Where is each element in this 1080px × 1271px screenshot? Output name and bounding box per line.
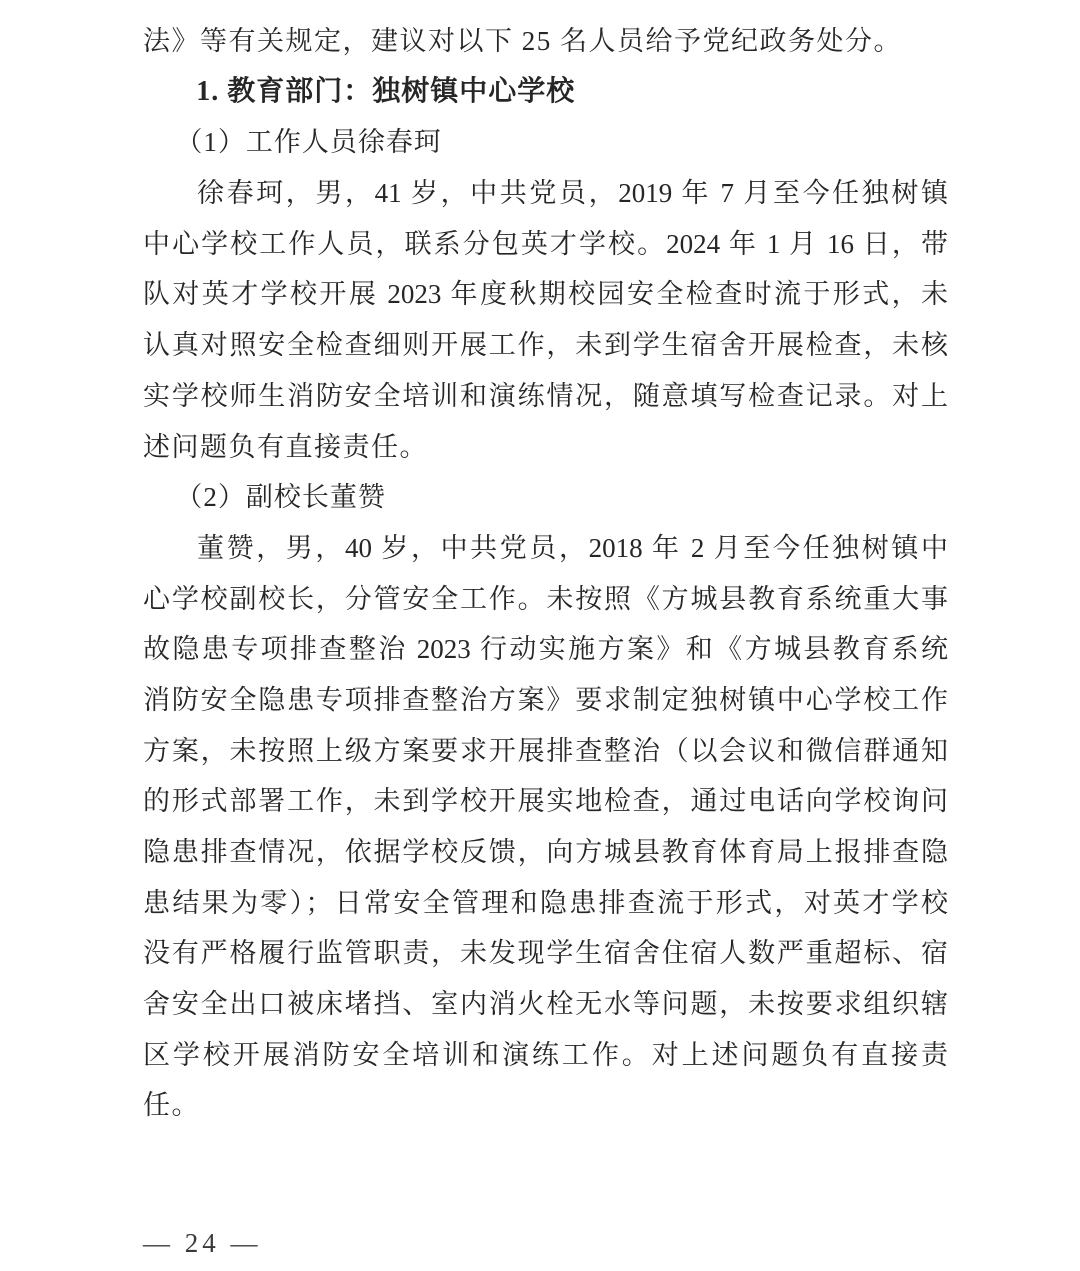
text-line: 没有严格履行监管职责，未发现学生宿舍住宿人数严重超标、宿 bbox=[143, 938, 948, 969]
page-footer bbox=[143, 1226, 262, 1260]
text-line: 方案，未按照上级方案要求开展排查整治（以会议和微信群通知 bbox=[143, 735, 948, 766]
section-heading: 1. 教育部门：独树镇中心学校 bbox=[196, 75, 576, 107]
text-line: 队对英才学校开展 2023 年度秋期校园安全检查时流于形式，未 bbox=[143, 279, 948, 310]
text-line: 区学校开展消防安全培训和演练工作。对上述问题负有直接责 bbox=[143, 1039, 948, 1070]
text-line: 徐春珂，男，41 岁，中共党员，2019 年 7 月至今任独树镇 bbox=[197, 178, 948, 209]
text-line: 的形式部署工作，未到学校开展实地检查，通过电话向学校询问 bbox=[143, 786, 948, 817]
text-line: 消防安全隐患专项排查整治方案》要求制定独树镇中心学校工作 bbox=[143, 684, 948, 715]
item-heading: （2）副校长董赞 bbox=[175, 482, 386, 513]
text-line: 实学校师生消防安全培训和演练情况，随意填写检查记录。对上 bbox=[143, 380, 948, 411]
text-line: 任。 bbox=[143, 1090, 200, 1121]
text-line: 法》等有关规定，建议对以下 25 名人员给予党纪政务处分。 bbox=[143, 26, 902, 56]
text-line: 患结果为零）；日常安全管理和隐患排查流于形式，对英才学校 bbox=[143, 887, 948, 918]
text-line: 中心学校工作人员，联系分包英才学校。2024 年 1 月 16 日，带 bbox=[143, 228, 948, 259]
page-number: — 24 — bbox=[143, 1228, 262, 1258]
text-line: 隐患排查情况，依据学校反馈，向方城县教育体育局上报排查隐 bbox=[143, 837, 948, 867]
text-line: 舍安全出口被床堵挡、室内消火栓无水等问题，未按要求组织辖 bbox=[143, 989, 948, 1020]
document-body bbox=[143, 16, 948, 1131]
item-heading: （1）工作人员徐春珂 bbox=[175, 127, 442, 158]
text-line: 认真对照安全检查细则开展工作，未到学生宿舍开展检查，未核 bbox=[143, 330, 948, 361]
text-line: 述问题负有直接责任。 bbox=[143, 431, 428, 462]
text-line: 故隐患专项排查整治 2023 行动实施方案》和《方城县教育系统 bbox=[143, 634, 948, 665]
text-line: 心学校副校长，分管安全工作。未按照《方城县教育系统重大事 bbox=[143, 583, 948, 614]
text-line: 董赞，男，40 岁，中共党员，2018 年 2 月至今任独树镇中 bbox=[197, 532, 948, 563]
